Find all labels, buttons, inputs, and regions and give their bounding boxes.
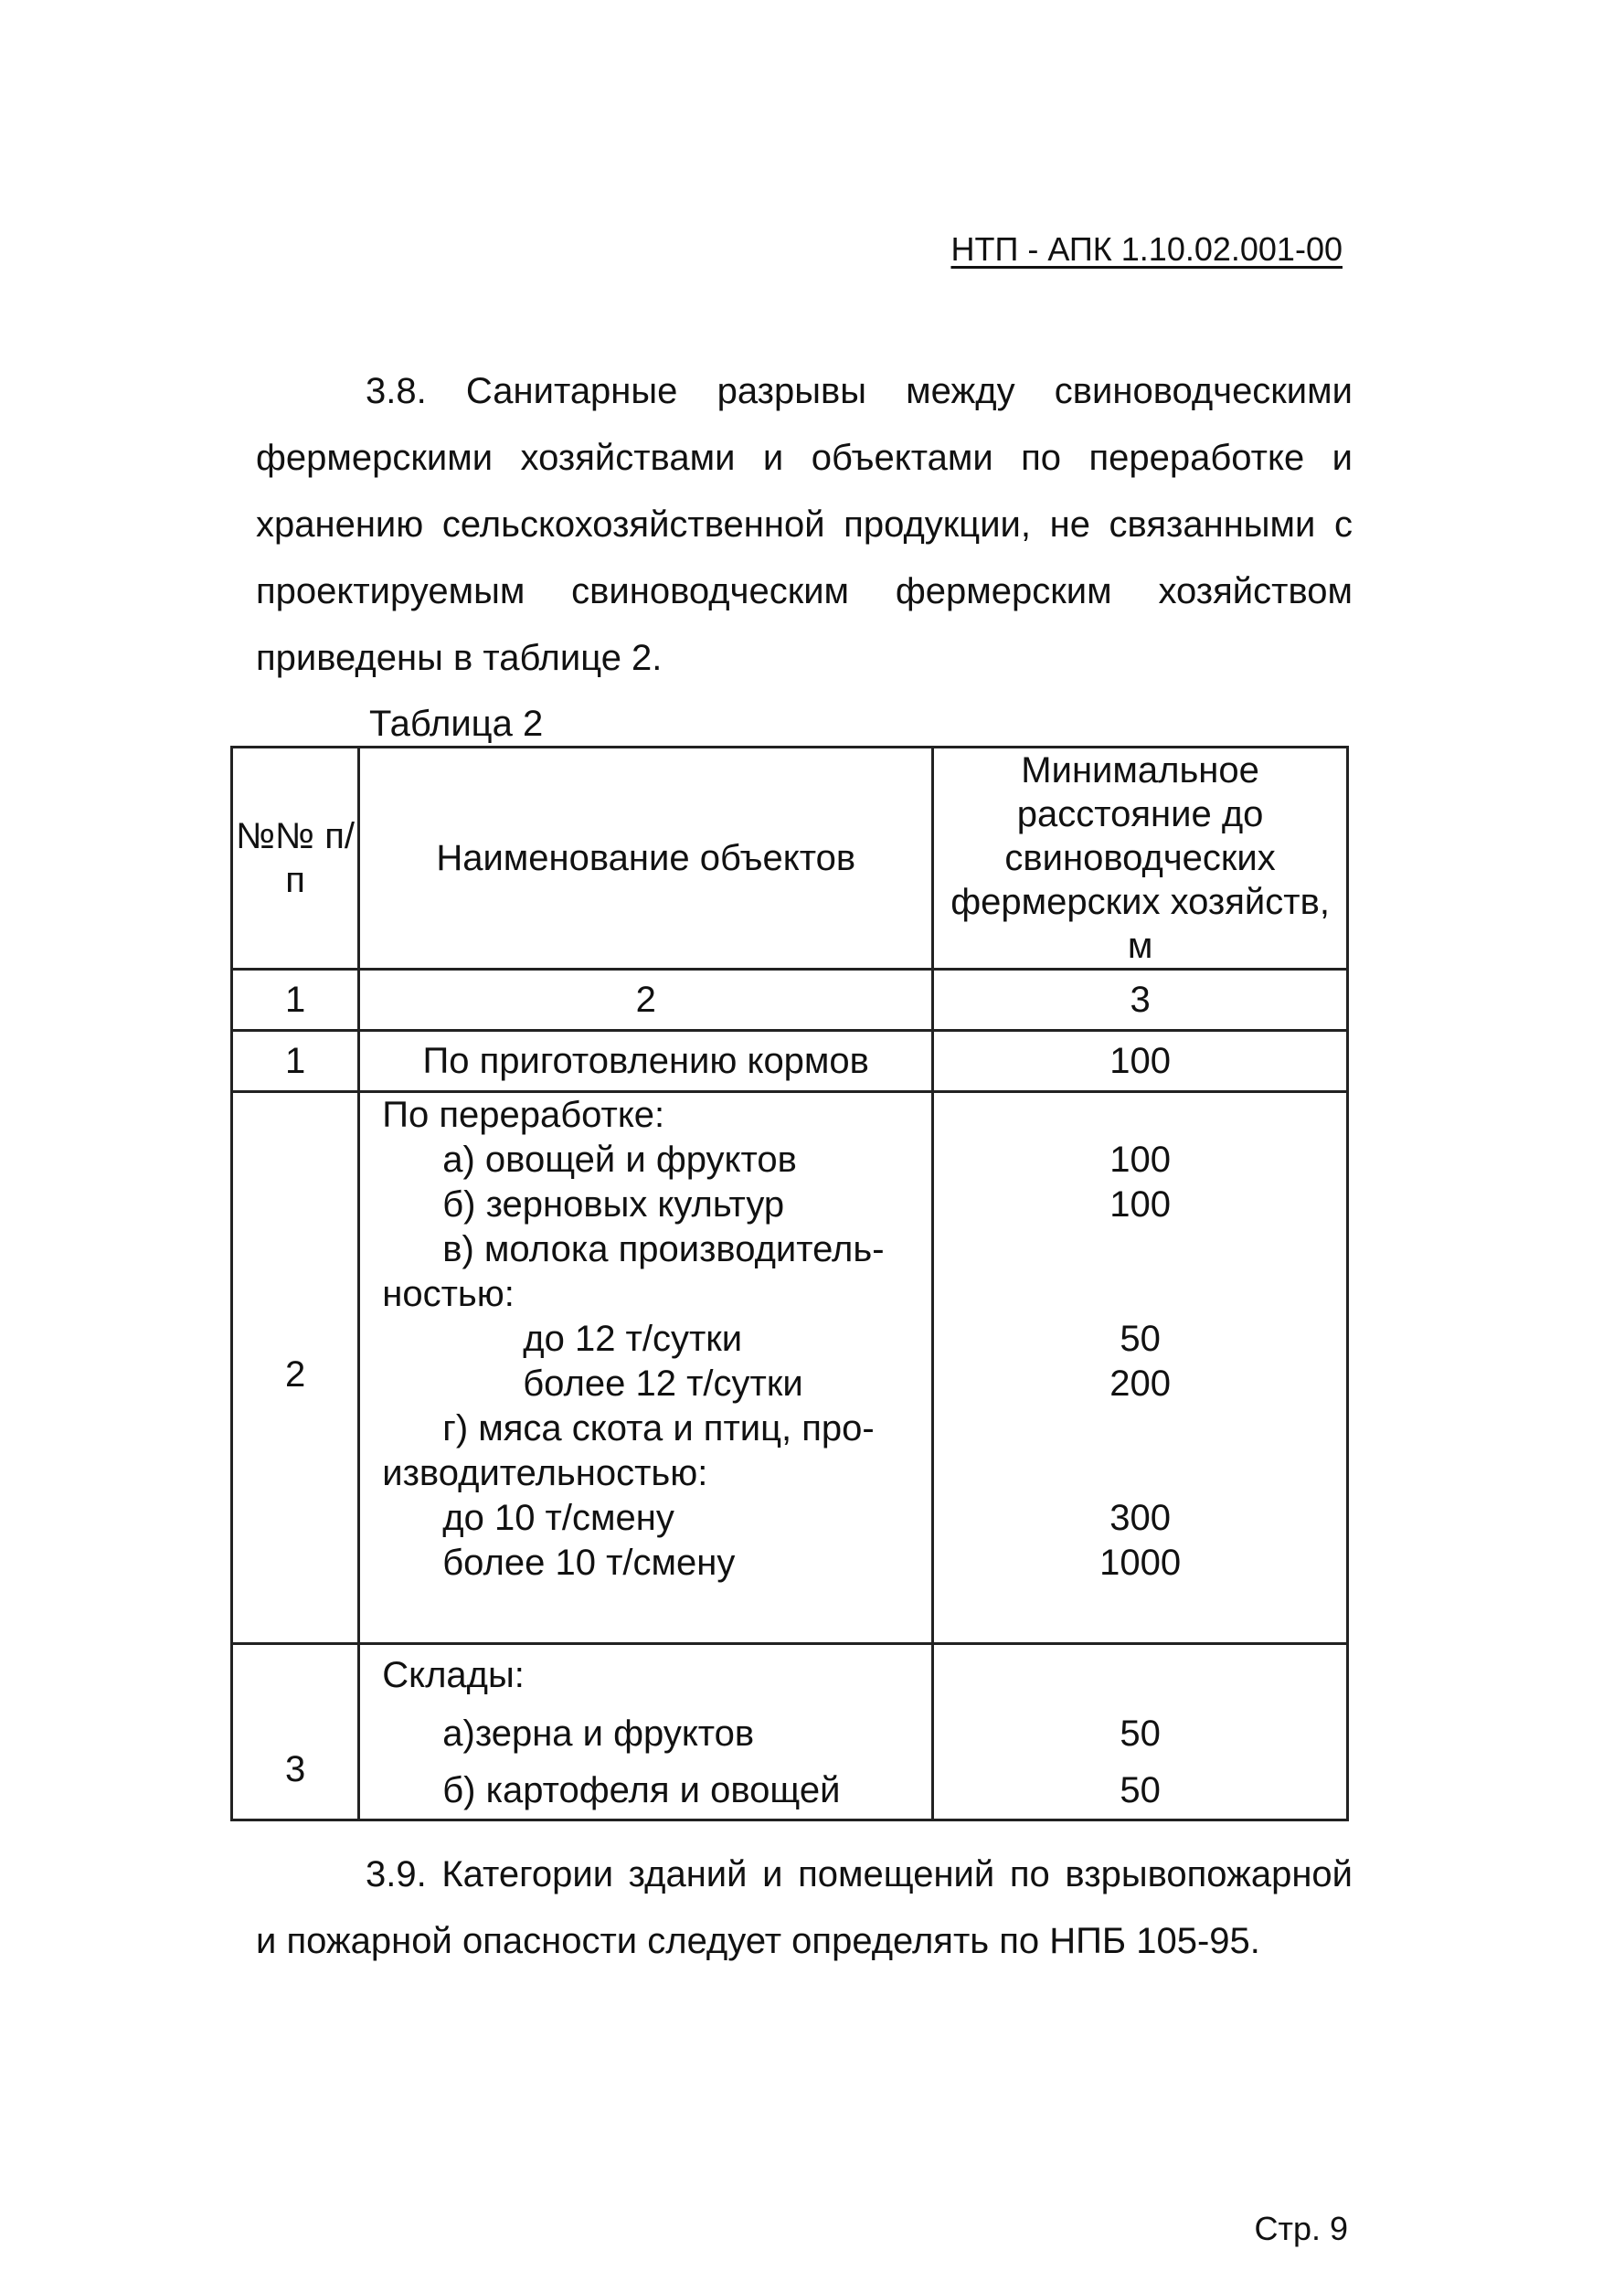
page-number: Стр. 9 bbox=[1254, 2210, 1348, 2247]
object-item: в) молока производитель- bbox=[442, 1229, 885, 1269]
distance-value: 300 bbox=[1109, 1498, 1171, 1538]
column-number-1: 1 bbox=[232, 970, 359, 1031]
document-code: НТП - АПК 1.10.02.001-00 bbox=[950, 230, 1343, 268]
distance-value: 50 bbox=[1120, 1319, 1161, 1359]
object-subitem: до 10 т/смену bbox=[442, 1498, 674, 1538]
object-name: По приготовлению кормов bbox=[359, 1031, 933, 1092]
table-caption: Таблица 2 bbox=[369, 704, 544, 744]
table-row bbox=[232, 1644, 1348, 1820]
paragraph-3-8 bbox=[256, 358, 1353, 692]
row-number: 2 bbox=[232, 1092, 359, 1644]
distance-value: 100 bbox=[1109, 1140, 1171, 1180]
distance-cell bbox=[933, 1644, 1348, 1820]
distance-value: 200 bbox=[1109, 1364, 1171, 1404]
distance-value: 1000 bbox=[1099, 1543, 1182, 1583]
column-number-2: 2 bbox=[359, 970, 933, 1031]
header-number: №№ п/п bbox=[232, 748, 359, 970]
object-item-continued: изводительностью: bbox=[382, 1453, 708, 1493]
object-group-title: Склады: bbox=[382, 1655, 525, 1695]
object-name-cell bbox=[359, 1092, 933, 1644]
object-item: а)зерна и фруктов bbox=[442, 1714, 755, 1754]
distance-value: 100 bbox=[1109, 1184, 1171, 1225]
column-number-3: 3 bbox=[933, 970, 1348, 1031]
distance-table bbox=[230, 746, 1349, 1821]
distance-value: 50 bbox=[1120, 1714, 1161, 1754]
object-item: г) мяса скота и птиц, про- bbox=[442, 1408, 875, 1448]
object-name-cell bbox=[359, 1644, 933, 1820]
object-item: а) овощей и фруктов bbox=[442, 1140, 797, 1180]
object-subitem: до 12 т/сутки bbox=[523, 1319, 743, 1359]
distance-cell bbox=[933, 1092, 1348, 1644]
object-group-title: По переработке: bbox=[382, 1095, 665, 1135]
table-header-row bbox=[232, 748, 1348, 970]
object-item-continued: ностью: bbox=[382, 1274, 515, 1314]
header-object-name: Наименование объектов bbox=[359, 748, 933, 970]
header-min-distance: Минимальное расстояние до свиноводческих фермерских хозяйств, м bbox=[933, 748, 1348, 970]
paragraph-3-8-text: 3.8. Санитарные разрывы между свиноводческими фермерскими хозяйствами и объектами по переработке и хранению сельскохозяйственной продукции, не связанными с проектируемым свиноводческим фермерским хозяйством приведены в таблице 2. bbox=[256, 371, 1353, 678]
row-number: 3 bbox=[232, 1644, 359, 1820]
distance-value: 50 bbox=[1120, 1770, 1161, 1810]
table-column-numbers-row bbox=[232, 970, 1348, 1031]
paragraph-3-9 bbox=[256, 1841, 1353, 1975]
object-subitem: более 12 т/сутки bbox=[523, 1364, 803, 1404]
table-row bbox=[232, 1092, 1348, 1644]
paragraph-3-9-text: 3.9. Категории зданий и помещений по взрывопожарной и пожарной опасности следует определять по НПБ 105-95. bbox=[256, 1854, 1353, 1961]
distance-value: 100 bbox=[933, 1031, 1348, 1092]
object-item: б) зерновых культур bbox=[442, 1184, 785, 1225]
object-subitem: более 10 т/смену bbox=[442, 1543, 736, 1583]
object-item: б) картофеля и овощей bbox=[442, 1770, 841, 1810]
table-row bbox=[232, 1031, 1348, 1092]
row-number: 1 bbox=[232, 1031, 359, 1092]
